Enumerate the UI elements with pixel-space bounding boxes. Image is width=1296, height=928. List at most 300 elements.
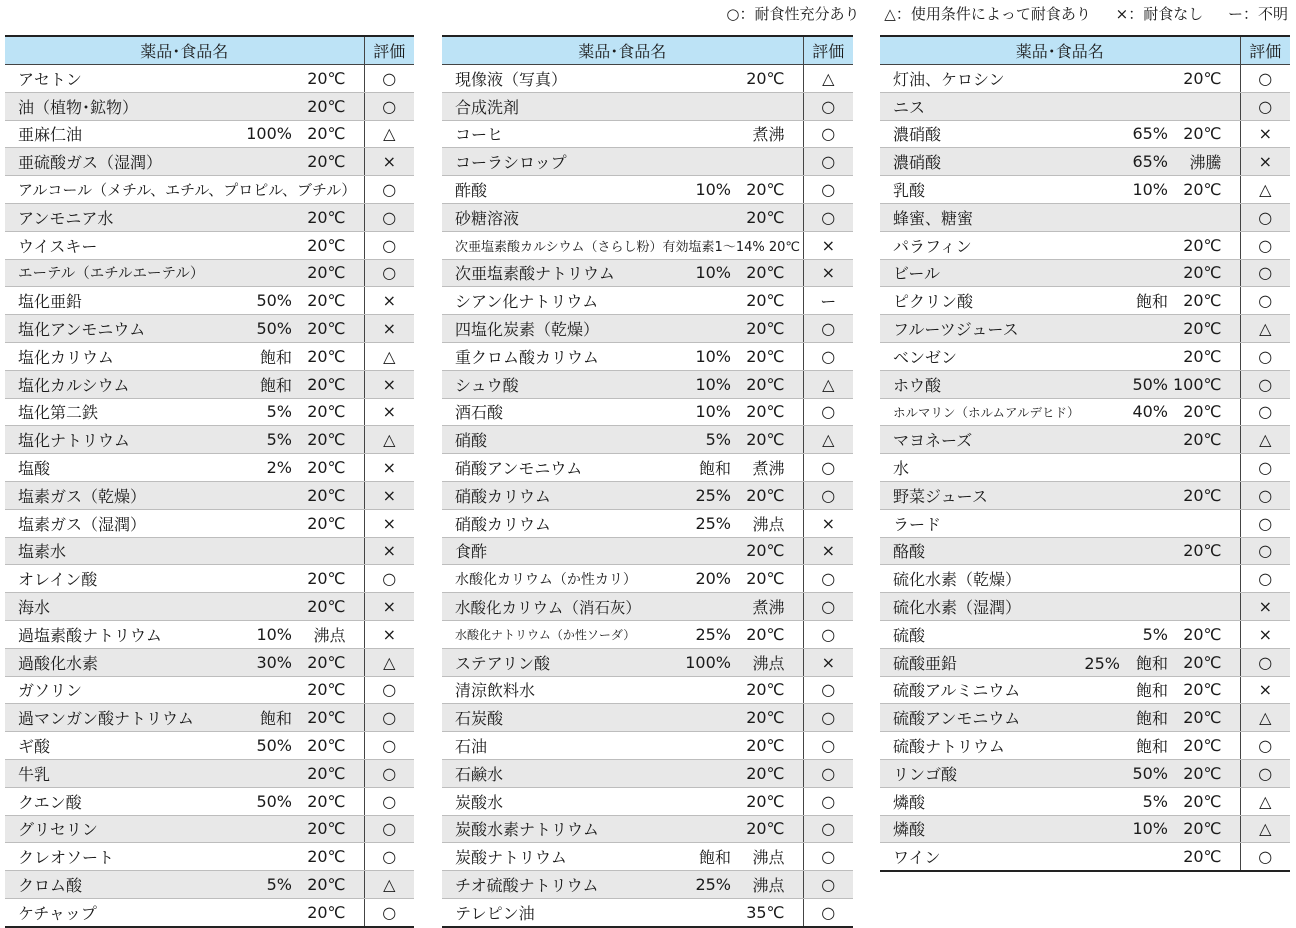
rating-mark: ○ — [803, 593, 853, 621]
temperature: 20℃ — [294, 65, 364, 93]
rating-mark: × — [1240, 676, 1290, 704]
rating-mark: × — [803, 537, 853, 565]
rating-mark: ○ — [1240, 65, 1290, 93]
concentration: 25% — [642, 620, 733, 648]
rating-mark: × — [803, 231, 853, 259]
temperature: 20℃ — [733, 704, 803, 732]
temperature: 沸点 — [733, 843, 803, 871]
table-row — [442, 565, 853, 593]
rating-mark: ー — [803, 287, 853, 315]
rating-mark: △ — [1240, 176, 1290, 204]
rating-mark: ○ — [803, 176, 853, 204]
rating-mark: △ — [364, 648, 414, 676]
table-row — [442, 259, 853, 287]
table-row — [5, 398, 414, 426]
rating-mark: ○ — [1240, 481, 1290, 509]
table-row — [880, 203, 1290, 231]
chemical-name: 食酢 — [442, 537, 642, 565]
rating-mark: ○ — [364, 176, 414, 204]
chemical-name: 炭酸水 — [442, 787, 642, 815]
concentration: 10% — [642, 176, 733, 204]
concentration — [1080, 843, 1170, 871]
chemical-name: 水酸化カリウム（か性カリ） — [442, 565, 642, 593]
chemical-name: 濃硝酸 — [880, 148, 1080, 176]
concentration: 25% — [642, 481, 733, 509]
table-row — [880, 676, 1290, 704]
concentration — [642, 676, 733, 704]
temperature: 20℃ — [1170, 704, 1240, 732]
table-row — [880, 481, 1290, 509]
header-name: 薬品･食品名 — [442, 36, 803, 65]
temperature: 20℃ — [294, 120, 364, 148]
table-row — [880, 342, 1290, 370]
concentration: 5% — [642, 426, 733, 454]
chemical-name: 濃硝酸 — [880, 120, 1080, 148]
temperature: 20℃ — [733, 732, 803, 760]
temperature: 20℃ — [733, 398, 803, 426]
temperature: 20℃ — [294, 398, 364, 426]
table-row — [5, 370, 414, 398]
rating-mark: ○ — [364, 787, 414, 815]
concentration — [1080, 481, 1170, 509]
chemical-name: 牛乳 — [5, 759, 205, 787]
concentration — [205, 259, 294, 287]
temperature: 20℃ — [294, 148, 364, 176]
temperature: 20℃ — [733, 620, 803, 648]
chemical-name: ステアリン酸 — [442, 648, 642, 676]
table-row — [442, 593, 853, 621]
concentration: 5% — [205, 426, 294, 454]
concentration: 50% — [205, 732, 294, 760]
temperature: 20℃ — [1170, 620, 1240, 648]
rating-mark: △ — [1240, 426, 1290, 454]
temperature: 20℃ — [294, 704, 364, 732]
chemical-name: 塩化カルシウム — [5, 370, 205, 398]
concentration — [205, 815, 294, 843]
rating-mark: × — [364, 454, 414, 482]
temperature: 20℃ — [733, 315, 803, 343]
chemical-name: 燐酸 — [880, 787, 1080, 815]
table-header — [880, 36, 1290, 65]
concentration — [642, 898, 733, 926]
chemical-name: 次亜塩素酸カルシウム（さらし粉）有効塩素1～14% 20℃ — [442, 231, 803, 259]
table-row — [442, 315, 853, 343]
concentration — [1080, 342, 1170, 370]
rating-mark: ○ — [1240, 648, 1290, 676]
temperature: 沸点 — [294, 620, 364, 648]
table-row — [5, 843, 414, 871]
chemical-name: マヨネーズ — [880, 426, 1080, 454]
chemical-name: 亜硫酸ガス（湿潤） — [5, 148, 205, 176]
chemical-name: シュウ酸 — [442, 370, 642, 398]
rating-mark: ○ — [803, 454, 853, 482]
temperature: 沸点 — [733, 871, 803, 899]
chemical-name: 過マンガン酸ナトリウム — [5, 704, 205, 732]
table-row — [5, 231, 414, 259]
table-row — [5, 593, 414, 621]
concentration: 30% — [205, 648, 294, 676]
rating-mark: ○ — [1240, 565, 1290, 593]
concentration: 飽和 — [205, 704, 294, 732]
temperature: 煮沸 — [733, 120, 803, 148]
rating-mark: ○ — [364, 231, 414, 259]
concentration: 25% — [642, 871, 733, 899]
temperature: 煮沸 — [733, 593, 803, 621]
concentration — [205, 231, 294, 259]
rating-mark: × — [364, 315, 414, 343]
table-row — [442, 898, 853, 926]
table-row — [5, 259, 414, 287]
concentration: 飽和 — [1080, 704, 1170, 732]
concentration: 5% — [1080, 620, 1170, 648]
rating-mark: ○ — [1240, 759, 1290, 787]
chemical-name: 重クロム酸カリウム — [442, 342, 642, 370]
temperature: 20℃ — [294, 565, 364, 593]
chemical-name: 酪酸 — [880, 537, 1080, 565]
table-row — [880, 370, 1290, 398]
temperature: 100℃ — [1170, 370, 1240, 398]
concentration — [205, 898, 294, 926]
temperature: 20℃ — [733, 426, 803, 454]
table-row — [442, 787, 853, 815]
temperature: 20℃ — [1170, 426, 1240, 454]
header-rating: 評価 — [1240, 36, 1290, 65]
concentration: 飽和 — [1080, 732, 1170, 760]
legend — [726, 3, 1288, 24]
chemical-name: 炭酸水素ナトリウム — [442, 815, 642, 843]
table-row — [880, 65, 1290, 93]
chemical-name: 海水 — [5, 593, 205, 621]
temperature: 20℃ — [1170, 120, 1240, 148]
rating-mark: × — [1240, 148, 1290, 176]
table-row — [442, 648, 853, 676]
temperature: 20℃ — [1170, 676, 1240, 704]
rating-mark: ○ — [803, 704, 853, 732]
table-row — [880, 620, 1290, 648]
rating-mark: ○ — [1240, 843, 1290, 871]
rating-mark: ○ — [803, 148, 853, 176]
rating-mark: ○ — [1240, 398, 1290, 426]
rating-mark: ○ — [803, 732, 853, 760]
chemical-name: クエン酸 — [5, 787, 205, 815]
rating-mark: ○ — [1240, 287, 1290, 315]
table-row — [5, 676, 414, 704]
concentration: 5% — [1080, 787, 1170, 815]
temperature: 20℃ — [294, 759, 364, 787]
chemical-name: 合成洗剤 — [442, 92, 803, 120]
table-row — [442, 148, 853, 176]
chemical-name: 過酸化水素 — [5, 648, 205, 676]
table-row — [442, 871, 853, 899]
table-row — [5, 620, 414, 648]
chemical-name: リンゴ酸 — [880, 759, 1080, 787]
rating-mark: ○ — [364, 898, 414, 926]
chemical-name: グリセリン — [5, 815, 205, 843]
temperature: 20℃ — [733, 676, 803, 704]
rating-mark: × — [1240, 593, 1290, 621]
chemical-name: クロム酸 — [5, 871, 205, 899]
chemical-name: 硫酸亜鉛 — [880, 648, 1080, 676]
rating-mark: ○ — [364, 259, 414, 287]
rating-mark: △ — [803, 370, 853, 398]
temperature: 20℃ — [294, 231, 364, 259]
chemical-name: 砂糖溶液 — [442, 203, 642, 231]
concentration — [642, 287, 733, 315]
chemical-name: 石鹸水 — [442, 759, 642, 787]
concentration: 50% — [205, 287, 294, 315]
chemical-name: 塩素ガス（乾燥） — [5, 481, 205, 509]
concentration — [205, 65, 294, 93]
chemical-name: ウイスキー — [5, 231, 205, 259]
temperature: 20℃ — [1170, 398, 1240, 426]
chemical-name: ピクリン酸 — [880, 287, 1080, 315]
chemical-name: 硝酸アンモニウム — [442, 454, 642, 482]
table-row — [5, 509, 414, 537]
temperature: 20℃ — [1170, 176, 1240, 204]
concentration: 飽和 — [205, 370, 294, 398]
concentration: 10% — [642, 398, 733, 426]
chemical-name: 現像液（写真） — [442, 65, 642, 93]
rating-mark: △ — [364, 426, 414, 454]
rating-mark: ○ — [803, 398, 853, 426]
table-row — [5, 454, 414, 482]
concentration — [205, 148, 294, 176]
table-row — [880, 148, 1290, 176]
table-row — [880, 92, 1290, 120]
table-row — [5, 871, 414, 899]
chemical-name: アセトン — [5, 65, 205, 93]
concentration — [1080, 65, 1170, 93]
table-row — [5, 287, 414, 315]
table-row — [5, 481, 414, 509]
concentration — [642, 593, 733, 621]
table-row — [442, 203, 853, 231]
concentration — [205, 203, 294, 231]
temperature: 20℃ — [294, 648, 364, 676]
chemical-table-2 — [442, 35, 853, 928]
rating-mark: ○ — [803, 481, 853, 509]
table-row — [442, 370, 853, 398]
concentration: 2% — [205, 454, 294, 482]
concentration — [1080, 426, 1170, 454]
concentration — [642, 759, 733, 787]
rating-mark: △ — [1240, 815, 1290, 843]
concentration: 5% — [205, 398, 294, 426]
rating-mark: ○ — [803, 120, 853, 148]
rating-mark: ○ — [803, 620, 853, 648]
temperature: 20℃ — [1170, 65, 1240, 93]
table-row — [880, 732, 1290, 760]
chemical-name: 塩化ナトリウム — [5, 426, 205, 454]
rating-mark: × — [364, 370, 414, 398]
concentration — [205, 92, 294, 120]
concentration: 10% — [642, 342, 733, 370]
rating-mark: ○ — [803, 315, 853, 343]
table-row — [442, 676, 853, 704]
table-row — [880, 287, 1290, 315]
chemical-name: 塩化アンモニウム — [5, 315, 205, 343]
rating-mark: ○ — [1240, 509, 1290, 537]
table-row — [880, 815, 1290, 843]
concentration: 10% — [642, 370, 733, 398]
table-row — [5, 898, 414, 926]
chemical-name: 燐酸 — [880, 815, 1080, 843]
table-row — [442, 759, 853, 787]
temperature: 20℃ — [294, 287, 364, 315]
table-header — [442, 36, 853, 65]
temperature: 20℃ — [294, 787, 364, 815]
rating-mark: ○ — [1240, 537, 1290, 565]
concentration — [1080, 259, 1170, 287]
temperature: 20℃ — [733, 759, 803, 787]
temperature: 20℃ — [1170, 342, 1240, 370]
concentration — [642, 315, 733, 343]
rating-mark: ○ — [803, 342, 853, 370]
temperature: 沸点 — [733, 648, 803, 676]
table-row — [880, 787, 1290, 815]
rating-mark: × — [803, 648, 853, 676]
rating-mark: × — [364, 287, 414, 315]
concentration: 飽和 — [205, 342, 294, 370]
temperature: 20℃ — [1170, 537, 1240, 565]
chemical-name: ラード — [880, 509, 1240, 537]
rating-mark: ○ — [364, 704, 414, 732]
table-row — [880, 843, 1290, 871]
concentration: 65% — [1080, 148, 1170, 176]
temperature: 20℃ — [1170, 315, 1240, 343]
rating-mark: × — [364, 593, 414, 621]
chemical-name: 石油 — [442, 732, 642, 760]
temperature: 20℃ — [294, 815, 364, 843]
table-row — [442, 176, 853, 204]
concentration: 100% — [642, 648, 733, 676]
rating-mark: △ — [803, 426, 853, 454]
rating-mark: ○ — [1240, 342, 1290, 370]
temperature: 20℃ — [1170, 815, 1240, 843]
table-row — [880, 648, 1290, 676]
chemical-name: 塩化第二鉄 — [5, 398, 205, 426]
chemical-name: 硫化水素（湿潤） — [880, 593, 1240, 621]
rating-mark: × — [364, 537, 414, 565]
concentration — [642, 120, 733, 148]
temperature: 20℃ — [733, 537, 803, 565]
rating-mark: ○ — [1240, 370, 1290, 398]
temperature: 20℃ — [294, 593, 364, 621]
temperature: 20℃ — [294, 454, 364, 482]
temperature: 煮沸 — [733, 454, 803, 482]
rating-mark: ○ — [803, 843, 853, 871]
table-row — [880, 759, 1290, 787]
temperature: 35℃ — [746, 902, 785, 922]
table-row — [5, 65, 414, 93]
header-name: 薬品･食品名 — [5, 36, 364, 65]
concentration: 40% — [1080, 398, 1170, 426]
rating-mark: ○ — [803, 565, 853, 593]
rating-mark: × — [364, 620, 414, 648]
temperature: 20℃ — [733, 287, 803, 315]
concentration — [642, 537, 733, 565]
header-rating: 評価 — [364, 36, 414, 65]
table-row — [442, 92, 853, 120]
concentration — [205, 676, 294, 704]
chemical-name: 乳酸 — [880, 176, 1080, 204]
table-row — [442, 231, 853, 259]
chemical-name: ケチャップ — [18, 903, 97, 923]
temperature: 沸騰 — [1170, 148, 1240, 176]
chemical-name: エーテル（エチルエーテル） — [5, 259, 205, 287]
chemical-name: 四塩化炭素（乾燥） — [442, 315, 642, 343]
chemical-name: 硫化水素（乾燥） — [880, 565, 1240, 593]
table-row — [5, 704, 414, 732]
chemical-name: 塩素水 — [5, 537, 364, 565]
table-row — [880, 120, 1290, 148]
table-row — [880, 537, 1290, 565]
table-row — [880, 398, 1290, 426]
temperature: 20℃ — [1170, 787, 1240, 815]
table-row — [5, 148, 414, 176]
concentration: 飽和 — [642, 454, 733, 482]
rating-mark: ○ — [803, 787, 853, 815]
rating-mark: ○ — [1240, 732, 1290, 760]
chemical-name: パラフィン — [880, 231, 1080, 259]
rating-mark: ○ — [364, 65, 414, 93]
chemical-name: 硫酸ナトリウム — [880, 732, 1080, 760]
concentration: 飽和 — [642, 843, 733, 871]
concentration: 20% — [642, 565, 733, 593]
temperature: 20℃ — [294, 426, 364, 454]
chemical-name: 水 — [880, 454, 1240, 482]
chemical-name: 硫酸 — [880, 620, 1080, 648]
chemical-name: 塩化カリウム — [5, 342, 205, 370]
header-rating: 評価 — [803, 36, 853, 65]
table-row — [5, 92, 414, 120]
table-row — [442, 287, 853, 315]
concentration: 65% — [1080, 120, 1170, 148]
rating-mark: △ — [1240, 787, 1290, 815]
chemical-name: ビール — [880, 259, 1080, 287]
table-row — [880, 454, 1290, 482]
table-row — [5, 648, 414, 676]
chemical-name: 硝酸 — [442, 426, 642, 454]
rating-mark: × — [1240, 120, 1290, 148]
table-row — [880, 426, 1290, 454]
chemical-name: 酢酸 — [442, 176, 642, 204]
rating-mark: × — [364, 509, 414, 537]
table-row — [442, 454, 853, 482]
table-row — [442, 732, 853, 760]
table-header — [5, 36, 414, 65]
table-row — [442, 481, 853, 509]
rating-mark: ○ — [364, 203, 414, 231]
concentration: 10% — [1080, 176, 1170, 204]
temperature: 20℃ — [733, 815, 803, 843]
table-row — [442, 843, 853, 871]
chemical-name: 野菜ジュース — [880, 481, 1080, 509]
temperature: 20℃ — [1170, 648, 1240, 676]
chemical-name: 水酸化カリウム（消石灰） — [442, 593, 642, 621]
chemical-name: 塩素ガス（湿潤） — [5, 509, 205, 537]
temperature: 20℃ — [294, 871, 364, 899]
concentration — [205, 565, 294, 593]
chemical-name: ベンゼン — [880, 342, 1080, 370]
chemical-name: チオ硫酸ナトリウム — [442, 871, 642, 899]
rating-mark: × — [1240, 620, 1290, 648]
chemical-name: 灯油、ケロシン — [880, 65, 1080, 93]
rating-mark: ○ — [1240, 454, 1290, 482]
table-row — [5, 759, 414, 787]
rating-mark: ○ — [364, 759, 414, 787]
table-row — [880, 509, 1290, 537]
